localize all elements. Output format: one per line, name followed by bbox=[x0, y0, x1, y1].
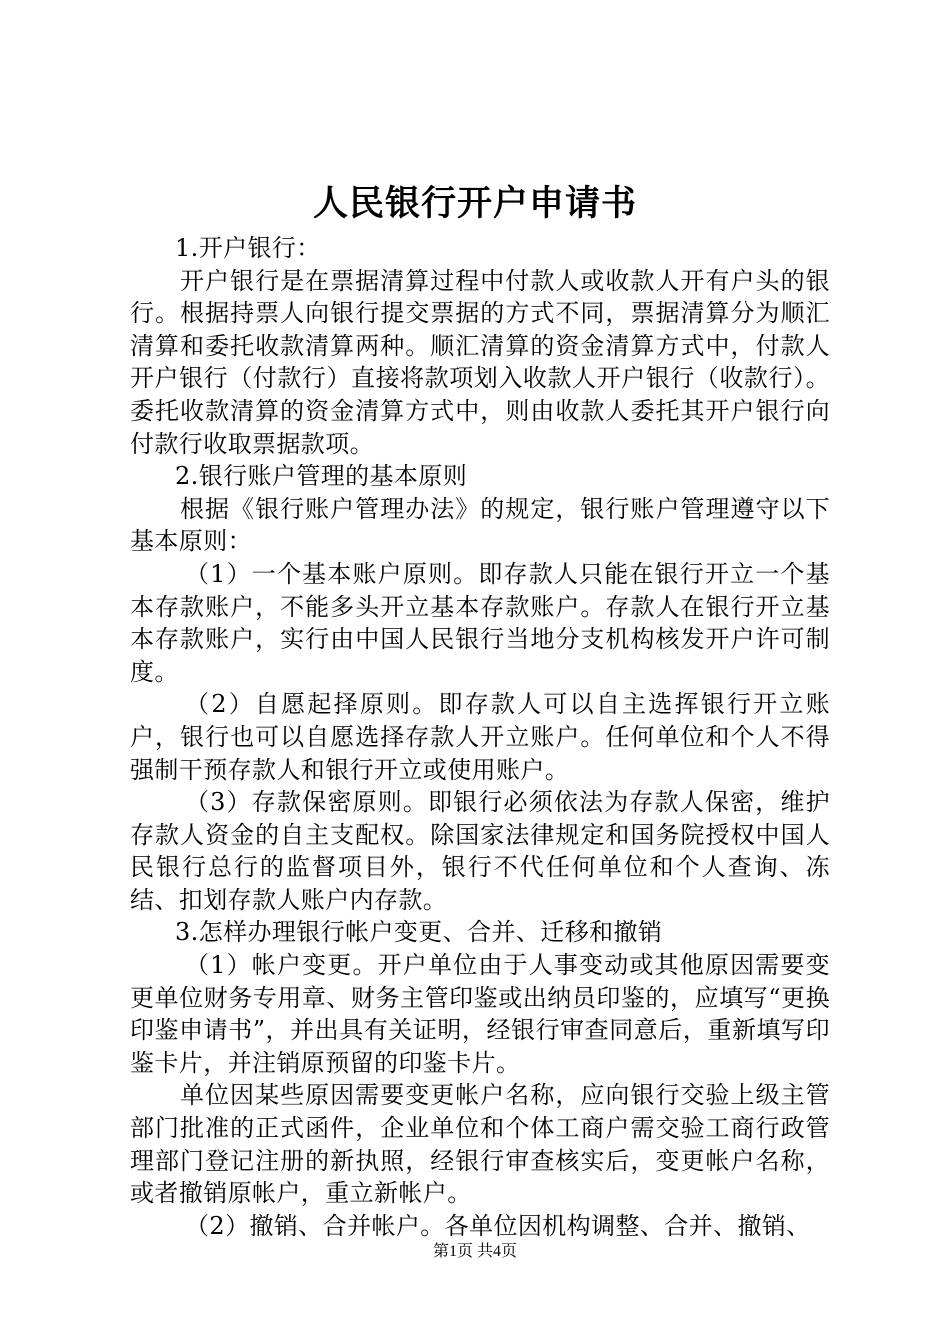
body-paragraph: 开户银行是在票据清算过程中付款人或收款人开有户头的银行。根据持票人向银行提交票据的方式不同，票据清算分为顺汇清算和委托收款清算两种。顺汇清算的资金清算方式中，付款人开户银行（付款行）直接将款项划入收款人开户银行（收款行）。委托收款清算的资金清算方式中，则由收款人委托其开户银行向付款行收取票据款项。 bbox=[130, 266, 830, 458]
section-heading-2: 2.银行账户管理的基本原则 bbox=[175, 462, 468, 491]
page-number-footer: 第1页 共4页 bbox=[432, 1243, 517, 1260]
section-heading-3: 3.怎样办理银行帐户变更、合并、迁移和撤销 bbox=[175, 918, 663, 947]
principle-item-3: （3）存款保密原则。即银行必须依法为存款人保密，维护存款人资金的自主支配权。除国家法律规定和国务院授权中国人民银行总行的监督项目外，银行不代任何单位和个人查询、冻结、扣划存款人账户内存款。 bbox=[130, 788, 830, 914]
body-paragraph: 根据《银行账户管理办法》的规定，银行账户管理遵守以下基本原则： bbox=[130, 494, 830, 556]
document-title: 人民银行开户申请书 bbox=[312, 184, 637, 224]
document-body bbox=[130, 232, 830, 1242]
principle-item-1: （1）一个基本账户原则。即存款人只能在银行开立一个基本存款账户，不能多头开立基本存款账户。存款人在银行开立基本存款账户，实行由中国人民银行当地分支机构核发开户许可制度。 bbox=[130, 559, 830, 686]
principle-item-2: （2）自愿起择原则。即存款人可以自主选挥银行开立账户，银行也可以自愿选择存款人开立账户。任何单位和个人不得强制干预存款人和银行开立或使用账户。 bbox=[130, 690, 830, 784]
body-paragraph: 单位因某些原因需要变更帐户名称，应向银行交验上级主管部门批准的正式函件，企业单位和个体工商户需交验工商行政管理部门登记注册的新执照，经银行审查核实后，变更帐户名称，或者撤销原帐户，重立新帐户。 bbox=[130, 1081, 830, 1208]
procedure-item-1: （1）帐户变更。开户单位由于人事变动或其他原因需要变更单位财务专用章、财务主管印鉴或出纳员印鉴的，应填写“更换印鉴申请书”，并出具有关证明，经银行审查同意后，重新填写印鉴卡片，并注销原预留的印鉴卡片。 bbox=[130, 951, 830, 1077]
procedure-item-2: （2）撤销、合并帐户。各单位因机构调整、合并、撤销、 bbox=[185, 1211, 811, 1240]
section-heading-1: 1.开户银行： bbox=[175, 234, 321, 262]
